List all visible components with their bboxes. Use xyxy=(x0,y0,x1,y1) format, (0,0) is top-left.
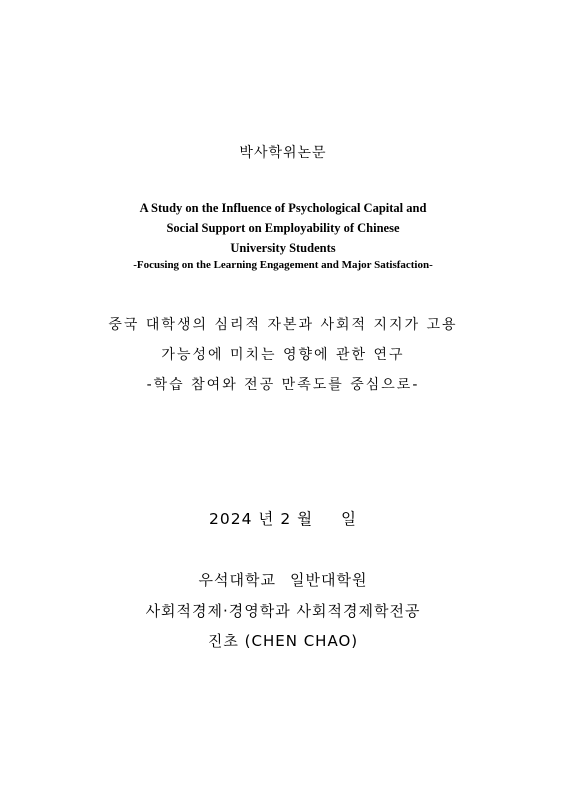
degree-label: 박사학위논문 xyxy=(239,145,327,161)
english-title-line-3: University Students xyxy=(230,241,336,255)
korean-title-line-2: 가능성에 미치는 영향에 관한 연구 xyxy=(161,347,405,363)
english-subtitle: -Focusing on the Learning Engagement and Major Satisfaction- xyxy=(133,259,433,271)
date-year-unit: 년 xyxy=(258,510,275,528)
department-name: 사회적경제·경영학과 사회적경제학전공 xyxy=(145,602,421,620)
graduate-school-name: 일반대학원 xyxy=(290,571,368,589)
date-year: 2024 xyxy=(209,510,253,528)
institution-line xyxy=(0,569,566,590)
korean-subtitle: -학습 참여와 전공 만족도를 중심으로- xyxy=(146,377,420,393)
university-name: 우석대학교 xyxy=(198,571,276,589)
korean-title-line-1: 중국 대학생의 심리적 자본과 사회적 지지가 고용 xyxy=(108,317,458,333)
date-month-unit: 월 xyxy=(297,510,314,528)
english-title-line-2: Social Support on Employability of Chinese xyxy=(166,221,400,235)
author-name: 진초 (CHEN CHAO) xyxy=(207,632,359,650)
date-month: 2 xyxy=(280,510,292,528)
date-day-unit: 일 xyxy=(341,510,357,528)
english-title-line-1: A Study on the Influence of Psychological Capital and xyxy=(139,201,427,215)
submission-date xyxy=(0,507,566,529)
